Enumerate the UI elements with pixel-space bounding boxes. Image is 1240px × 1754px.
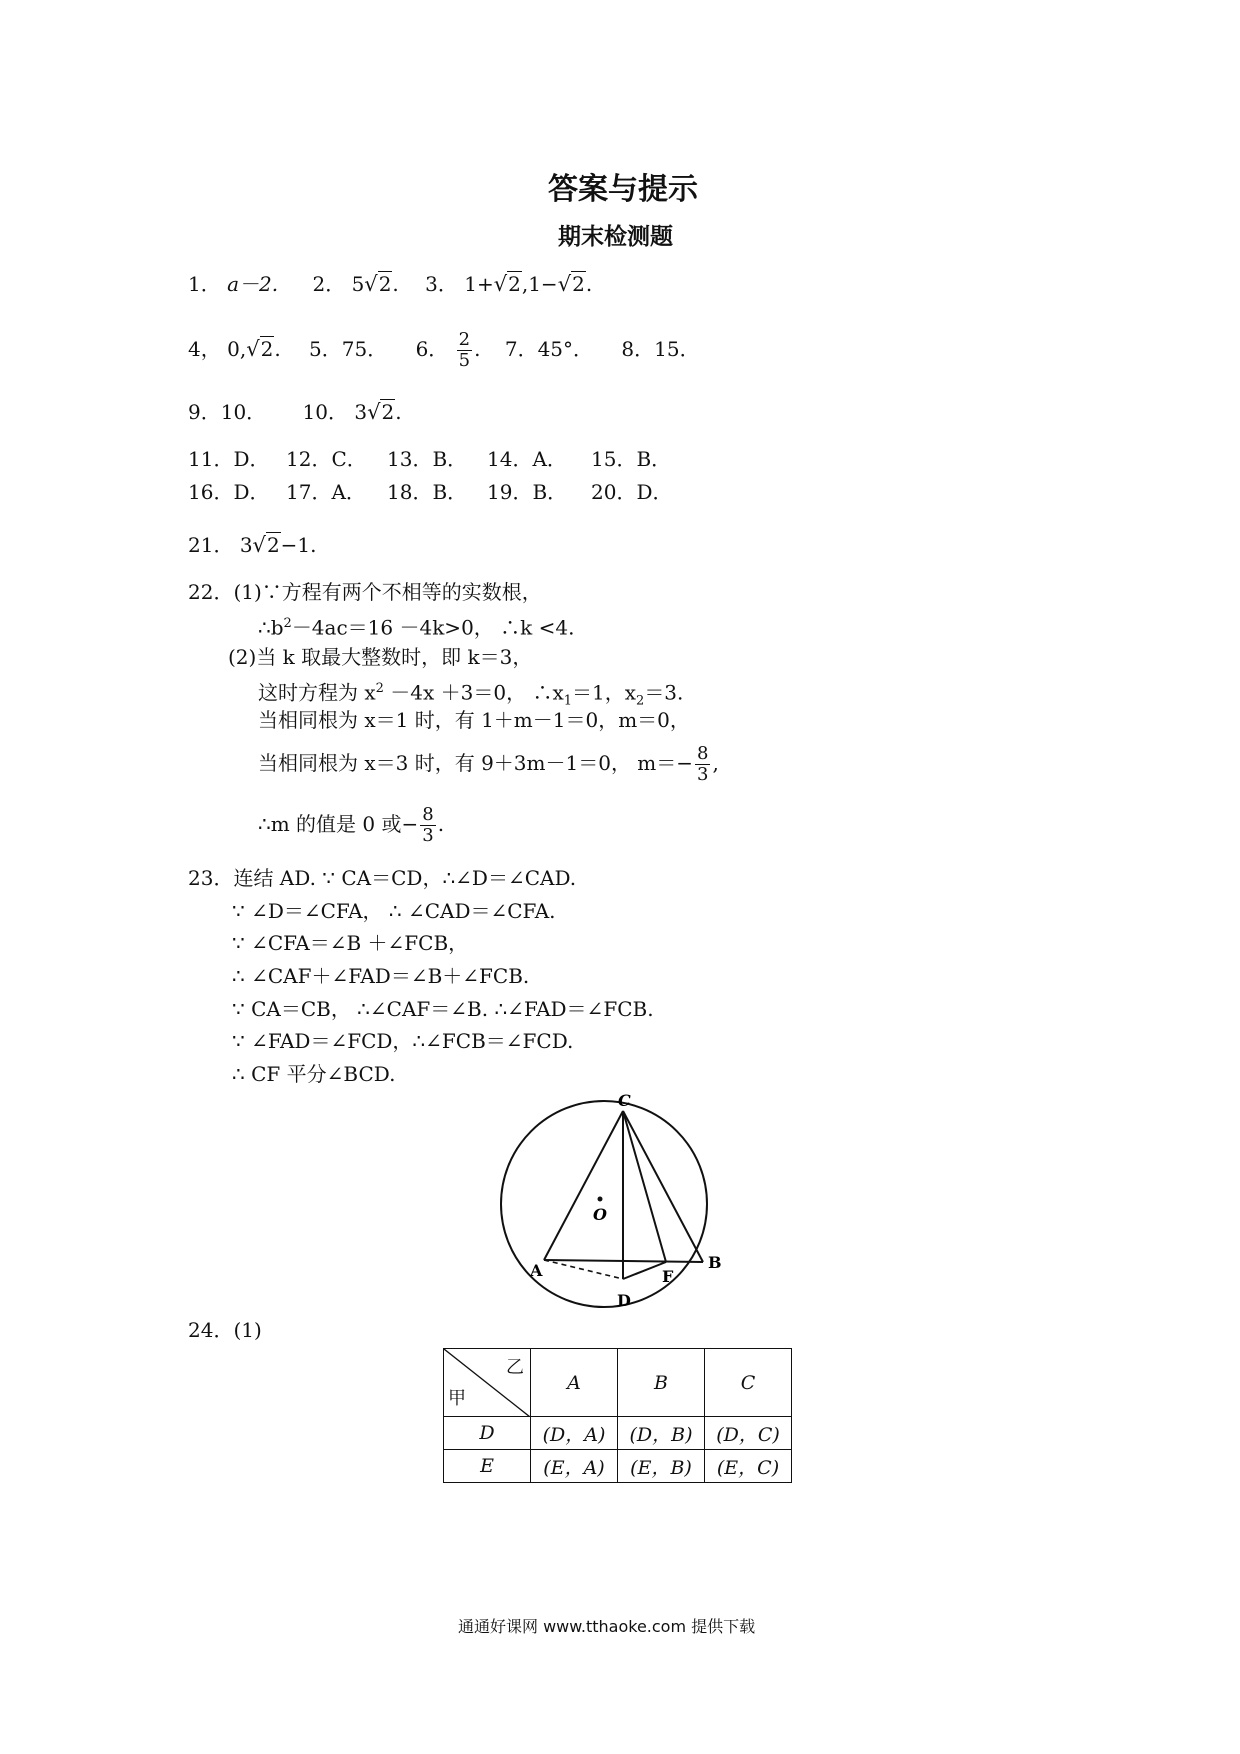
segment-df — [623, 1262, 666, 1279]
mc-answer: 13．B． — [387, 447, 468, 471]
table-corner-cell — [444, 1349, 531, 1417]
table-cell: (E，B) — [618, 1450, 705, 1483]
q23-line: ∴ ∠CAF＋∠FAD＝∠B＋∠FCB. — [232, 964, 530, 988]
radicand: 2 — [266, 533, 280, 557]
mc-answer: 19．B． — [487, 480, 568, 504]
column-header: C — [705, 1349, 792, 1417]
q22-line-6-tail: , — [712, 751, 719, 775]
section-subtitle: 期末检测题 — [558, 224, 673, 250]
radicand: 2 — [260, 337, 274, 361]
corner-label-top: 乙 — [506, 1357, 524, 1378]
subscript: 1 — [563, 693, 573, 709]
q22-line-6 — [258, 744, 719, 785]
label-f: F — [662, 1267, 674, 1286]
row-header: D — [444, 1417, 531, 1450]
column-header: B — [618, 1349, 705, 1417]
q23-line: ∵ ∠CFA＝∠B ＋∠FCB， — [232, 931, 469, 955]
q22-line-4c: ＝1，x — [572, 680, 637, 705]
mc-answer: 17．A． — [286, 480, 366, 504]
circle-geometry-figure — [500, 1090, 740, 1320]
answer-3-part1: 1+ — [464, 272, 494, 296]
answer-row-3 — [188, 400, 402, 424]
answer-8: 8．15． — [621, 337, 700, 361]
q22-line-2 — [258, 612, 574, 640]
answer-5: 5．75． — [309, 337, 388, 361]
row-header: E — [444, 1450, 531, 1483]
label-o: O — [593, 1205, 607, 1224]
answer-9: 9．10． — [188, 400, 267, 424]
q22-line-4a: 这时方程为 x — [258, 680, 376, 705]
fraction-numerator: 8 — [697, 743, 709, 764]
fraction-denominator: 3 — [422, 825, 434, 846]
fraction-denominator: 5 — [458, 350, 471, 371]
sqrt-2: √2 — [364, 272, 392, 296]
center-point — [598, 1197, 603, 1202]
q23-line: ∴ CF 平分∠BCD. — [232, 1062, 396, 1086]
answer-21-coef: 3 — [239, 533, 253, 557]
segment-ab — [544, 1260, 703, 1262]
table-cell: (D，A) — [531, 1417, 618, 1450]
label-a: A — [530, 1261, 543, 1280]
mc-answer: 11．D． — [188, 447, 270, 471]
sqrt-2: √2 — [252, 533, 280, 557]
column-header: A — [531, 1349, 618, 1417]
table-row — [444, 1417, 792, 1450]
q22-line-1: 22．(1)∵方程有两个不相等的实数根， — [188, 580, 542, 604]
label-b: B — [708, 1253, 722, 1272]
radicand: 2 — [378, 272, 392, 296]
answer-2-tail: . — [392, 272, 399, 296]
answer-10-coef: 3 — [354, 400, 368, 424]
q23-line: ∵ ∠D＝∠CFA， ∴ ∠CAD＝∠CFA. — [232, 899, 556, 923]
answer-2-coef: 5 — [351, 272, 365, 296]
mc-answer: 15．B． — [591, 447, 672, 471]
fraction — [457, 330, 472, 371]
sqrt-2: √2 — [246, 337, 274, 361]
answer-21-tail: −1. — [280, 533, 317, 557]
mc-answer: 14．A． — [487, 447, 567, 471]
answer-1-number: 1． — [188, 272, 221, 296]
radicand: 2 — [508, 272, 521, 296]
radicand: 2 — [381, 400, 395, 424]
q22-line-4d: ＝3. — [644, 680, 684, 705]
answer-21-number: 21． — [188, 533, 234, 557]
answer-2-number: 2． — [312, 272, 346, 296]
radicand: 2 — [572, 272, 585, 296]
footer-credit: 通通好课网 www.tthaoke.com 提供下载 — [458, 1617, 756, 1636]
q22-line-6a: 当相同根为 x＝3 时，有 9＋3m－1＝0， m＝− — [258, 751, 694, 775]
answer-21 — [188, 533, 317, 557]
answer-7: 7．45°． — [504, 337, 594, 361]
sqrt-2: √2 — [367, 400, 395, 424]
answer-6-number: 6． — [415, 337, 449, 361]
segment-ad-dashed — [544, 1260, 623, 1279]
page-title: 答案与提示 — [548, 172, 698, 207]
label-d: D — [617, 1291, 631, 1310]
q24-label: 24．(1) — [188, 1318, 262, 1342]
answer-10-tail: . — [395, 400, 402, 424]
answer-6-tail: . — [474, 337, 481, 361]
mc-row-2 — [188, 480, 672, 504]
mc-answer: 20．D． — [591, 480, 673, 504]
mc-answer: 12．C． — [286, 447, 367, 471]
answer-row-1 — [188, 272, 592, 296]
answer-1-value: a－2. — [227, 272, 279, 296]
answer-row-2 — [188, 330, 700, 371]
answer-3-number: 3． — [425, 272, 458, 296]
q22-line-7a: ∴m 的值是 0 或− — [258, 812, 419, 836]
mc-answer: 18．B． — [387, 480, 468, 504]
corner-label-bottom: 甲 — [448, 1388, 466, 1409]
superscript: 2 — [375, 681, 384, 696]
q22-line-7 — [258, 805, 444, 846]
table-header-row — [444, 1349, 792, 1417]
segment-ca — [544, 1111, 623, 1260]
sqrt-2: √2 — [493, 272, 521, 296]
answer-4-number: 4， — [188, 337, 221, 361]
fraction-numerator: 2 — [458, 329, 471, 350]
answer-10-number: 10． — [302, 400, 348, 424]
answer-3-mid: ,1− — [521, 272, 558, 296]
q23-line: ∵ CA＝CB， ∴∠CAF＝∠B. ∴∠FAD＝∠FCB. — [232, 997, 654, 1021]
fraction — [695, 744, 710, 785]
table-cell: (D，C) — [705, 1417, 792, 1450]
q23-line: ∵ ∠FAD＝∠FCD，∴∠FCB＝∠FCD. — [232, 1029, 574, 1053]
q22-line-7-tail: . — [437, 812, 445, 836]
mc-answer: 16．D． — [188, 480, 270, 504]
segment-cb — [623, 1111, 703, 1262]
fraction — [420, 805, 435, 846]
fraction-denominator: 3 — [697, 764, 709, 785]
outcome-table — [443, 1348, 792, 1483]
q22-line-4b: －4x ＋3＝0， ∴x — [383, 680, 564, 705]
table-cell: (E，A) — [531, 1450, 618, 1483]
q23-line: 23．连结 AD. ∵ CA＝CD，∴∠D＝∠CAD. — [188, 866, 577, 890]
answer-3-tail: . — [585, 272, 593, 296]
answer-4-tail: . — [274, 337, 281, 361]
sqrt-2: √2 — [557, 272, 585, 296]
segment-cf — [623, 1111, 666, 1262]
q22-line-5: 当相同根为 x＝1 时，有 1＋m－1＝0，m＝0， — [258, 708, 690, 732]
fraction-numerator: 8 — [422, 804, 434, 825]
q22-line-3: (2)当 k 取最大整数时，即 k＝3， — [228, 645, 533, 669]
table-cell: (E，C) — [705, 1450, 792, 1483]
q22-line-2a: ∴b — [258, 615, 284, 640]
q22-line-2b: －4ac＝16 －4k>0， ∴k <4. — [291, 615, 575, 640]
table-cell: (D，B) — [618, 1417, 705, 1450]
label-c: C — [618, 1091, 631, 1110]
superscript: 2 — [283, 616, 292, 631]
table-row — [444, 1450, 792, 1483]
answer-4-part1: 0, — [227, 337, 247, 361]
mc-row-1 — [188, 447, 671, 471]
subscript: 2 — [636, 693, 645, 709]
